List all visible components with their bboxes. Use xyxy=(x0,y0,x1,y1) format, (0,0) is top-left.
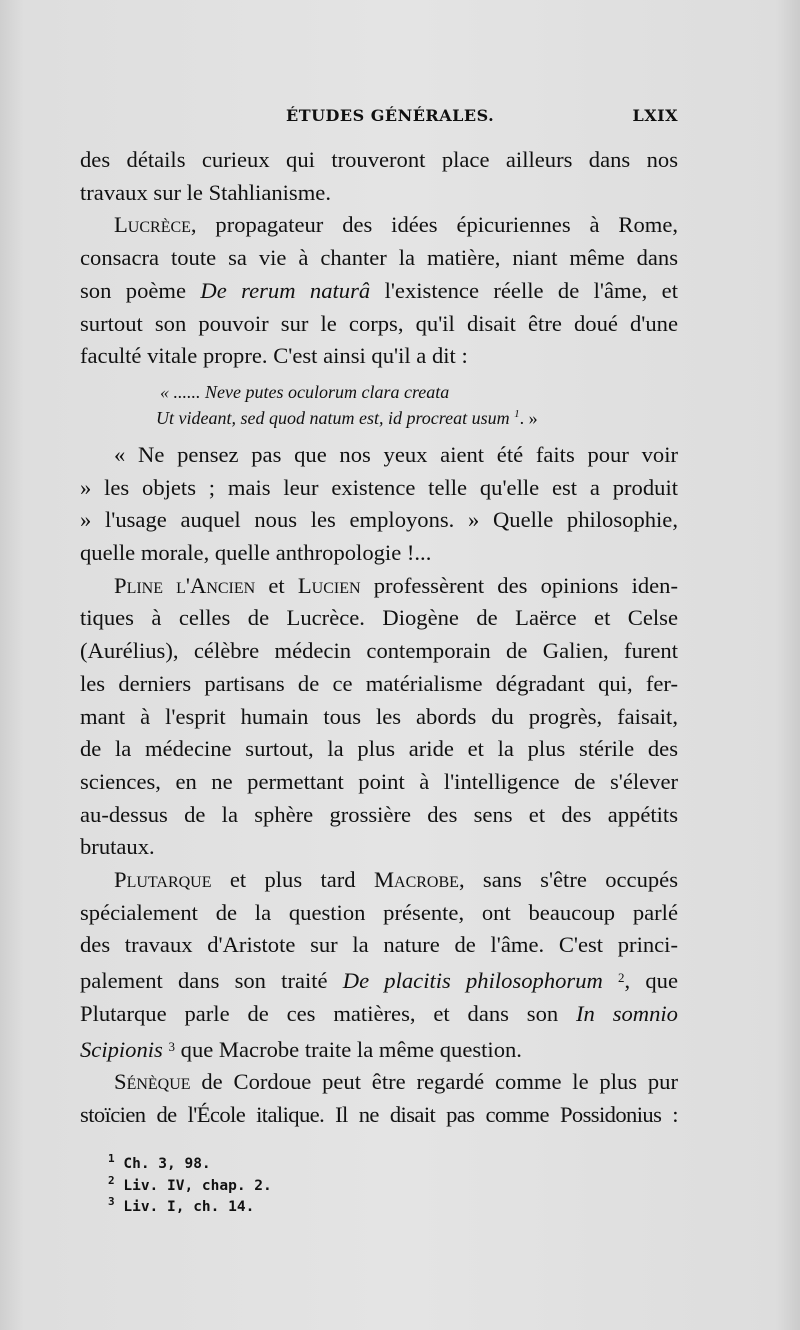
footnote xyxy=(108,1154,272,1176)
footnote xyxy=(108,1197,272,1219)
paragraph-pline xyxy=(80,570,678,864)
text-line: travaux sur le Stahlianisme. xyxy=(80,179,331,205)
author-name: Lucrèce xyxy=(114,212,191,238)
text-line: quelle morale, quelle anthropologie !... xyxy=(80,540,432,566)
text-line: tiques à celles de Lucrèce. Diogène de Laërce et Celse xyxy=(80,605,678,631)
text-fragment: l'existence réelle de l'âme, et xyxy=(370,277,678,303)
page-body xyxy=(80,144,678,1132)
text-line: (Aurélius), célèbre médecin contemporain de Galien, furent xyxy=(80,638,678,664)
work-title: De placitis philosophorum xyxy=(342,968,603,994)
footnote-ref: 2 xyxy=(618,970,625,986)
page-header xyxy=(80,106,678,130)
text-line: de la médecine surtout, la plus aride et la plus stérile des xyxy=(80,736,678,762)
text-line: » l'usage auquel nous les employons. » Quelle philosophie, xyxy=(80,507,678,533)
footnote-mark: 1 xyxy=(108,1152,115,1166)
footnote-mark: 2 xyxy=(108,1173,115,1187)
verse-line: « ...... Neve putes oculorum clara creata xyxy=(160,381,450,402)
text-line xyxy=(80,962,678,998)
text-fragment: , que xyxy=(624,968,678,994)
paragraph-translation xyxy=(80,439,678,570)
latin-quotation xyxy=(156,379,678,431)
text-fragment: que Macrobe traite la même question. xyxy=(175,1036,522,1062)
author-name: Lucien xyxy=(297,572,361,598)
work-title: Scipionis xyxy=(80,1036,163,1062)
text-line: au-dessus de la sphère grossière des sens et des appétits xyxy=(80,801,678,827)
paragraph-plutarque xyxy=(80,864,678,1066)
text-line: des travaux d'Aristote sur la nature de l'âme. C'est princi- xyxy=(80,932,678,958)
footnote-text: Liv. I, ch. 14. xyxy=(114,1199,255,1215)
author-name: Pline l'Ancien xyxy=(114,572,256,598)
footnotes xyxy=(108,1154,272,1219)
text-line: surtout son pouvoir sur le corps, qu'il disait être doué d'une xyxy=(80,310,678,336)
text-line: brutaux. xyxy=(80,834,155,860)
text-line: spécialement de la question présente, ont beaucoup parlé xyxy=(80,899,678,925)
text-line xyxy=(80,864,678,897)
author-name: Plutarque xyxy=(114,867,212,893)
text-line: consacra toute sa vie à chanter la matière, niant même dans xyxy=(80,245,678,271)
footnote-text: Liv. IV, chap. 2. xyxy=(114,1177,272,1194)
text-fragment: , propagateur des idées épicuriennes à Rome, xyxy=(190,212,678,238)
page-number: LXIX xyxy=(632,106,678,125)
verse-line xyxy=(156,405,678,431)
footnote-ref: 3 xyxy=(168,1038,175,1054)
running-title: ÉTUDES GÉNÉRALES. xyxy=(286,106,495,125)
text-line: sciences, en ne permettant point à l'intelligence de s'élever xyxy=(80,768,678,794)
text-line: » les objets ; mais leur existence telle qu'elle est a produit xyxy=(80,474,678,500)
text-fragment: et plus tard xyxy=(211,867,374,893)
text-fragment: professèrent des opinions iden- xyxy=(360,572,678,598)
author-name: Sénèque xyxy=(114,1069,191,1095)
footnote-mark: 3 xyxy=(108,1195,115,1209)
text-line: mant à l'esprit humain tous les abords du progrès, faisait, xyxy=(80,703,678,729)
text-fragment: Ut videant, sed quod natum est, id procreat usum xyxy=(156,407,510,428)
text-line xyxy=(80,1031,678,1067)
paragraph-lucrece xyxy=(80,209,678,373)
text-fragment: de Cordoue peut être regardé comme le plus pur xyxy=(190,1069,678,1095)
text-line xyxy=(80,275,678,308)
text-fragment: . » xyxy=(519,407,538,428)
text-line xyxy=(80,998,678,1031)
text-fragment: palement dans son traité xyxy=(80,968,343,994)
text-line xyxy=(80,209,678,242)
text-line xyxy=(80,1066,678,1099)
footnote-ref: 1 xyxy=(514,407,520,420)
text-fragment: et xyxy=(255,572,298,598)
text-fragment: Plutarque parle de ces matières, et dans son xyxy=(80,1000,577,1026)
paragraph-seneque xyxy=(80,1066,678,1131)
text-line: des détails curieux qui trouveront place ailleurs dans nos xyxy=(80,147,678,172)
text-line xyxy=(80,570,678,603)
text-fragment: son poème xyxy=(80,277,201,303)
text-line: « Ne pensez pas que nos yeux aient été faits pour voir xyxy=(114,441,678,467)
text-line: faculté vitale propre. C'est ainsi qu'il a dit : xyxy=(80,343,468,369)
work-title: In somnio xyxy=(576,1000,678,1026)
footnote-text: Ch. 3, 98. xyxy=(114,1156,211,1172)
work-title: De rerum naturâ xyxy=(200,277,371,303)
paragraph-1 xyxy=(80,144,678,209)
text-fragment: , sans s'être occupés xyxy=(458,867,678,893)
text-line: les derniers partisans de ce matérialisme dégradant qui, fer- xyxy=(80,670,678,696)
text-line: stoïcien de l'École italique. Il ne disait pas comme Possidonius : xyxy=(80,1101,678,1127)
author-name: Macrobe xyxy=(373,867,459,893)
footnote xyxy=(108,1173,272,1198)
